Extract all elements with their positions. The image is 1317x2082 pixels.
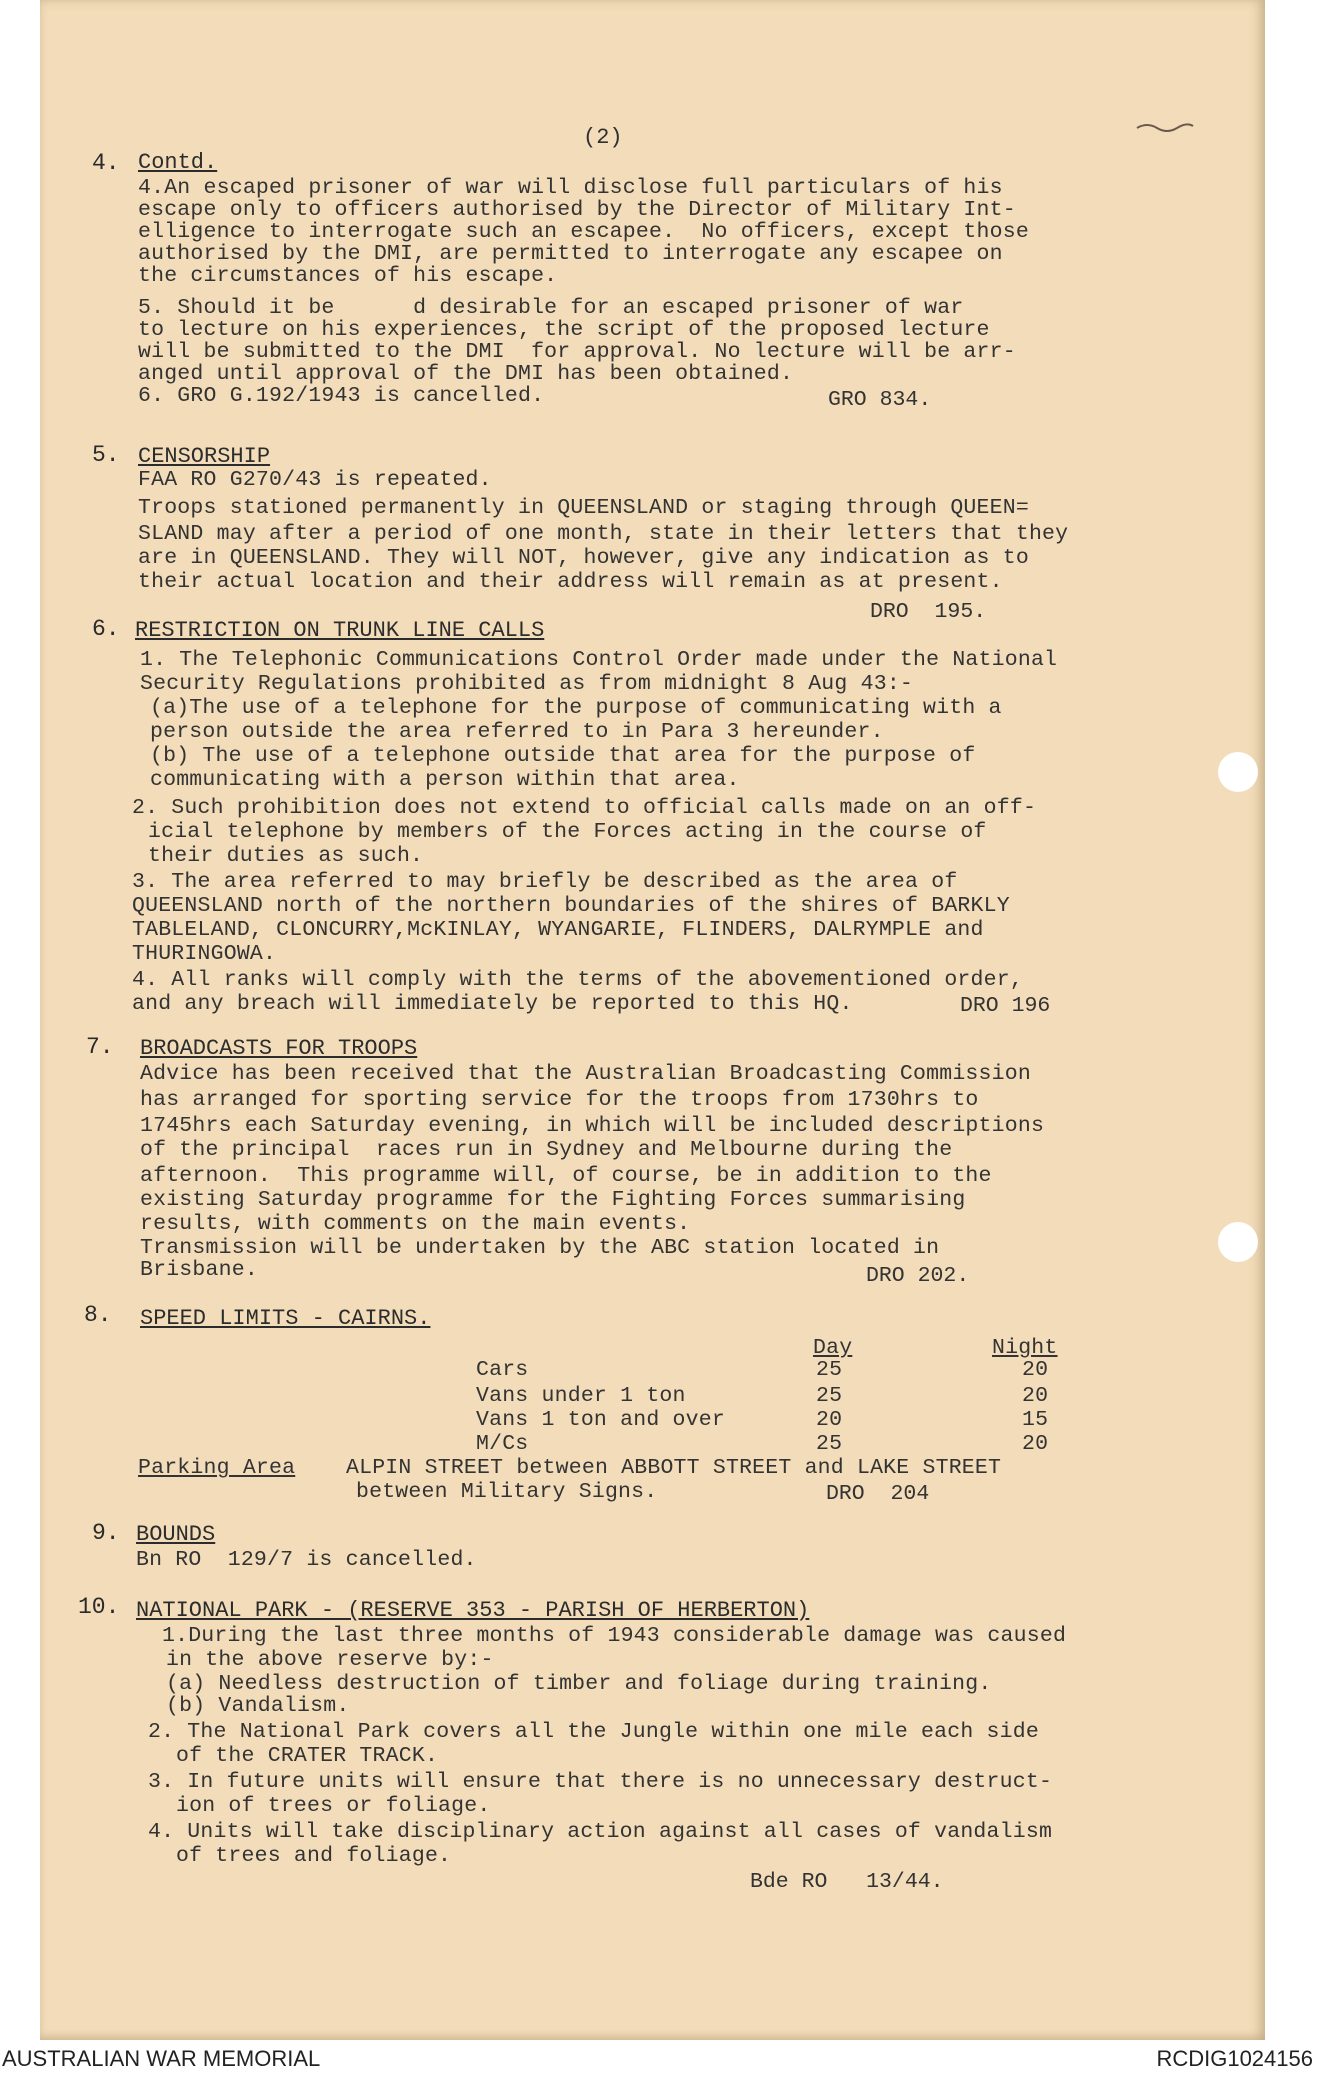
- text-line: (a)The use of a telephone for the purpose of communicating with a: [150, 696, 1002, 720]
- day-value: 25: [816, 1432, 843, 1456]
- text-line: icial telephone by members of the Forces acting in the course of: [148, 820, 987, 844]
- punch-hole-top: [1218, 752, 1258, 792]
- section-number: 5.: [92, 442, 120, 468]
- text-line: QUEENSLAND north of the northern boundaries of the shires of BARKLY: [132, 894, 1010, 918]
- section-heading: RESTRICTION ON TRUNK LINE CALLS: [135, 618, 545, 643]
- parking-area-line: ALPIN STREET between ABBOTT STREET and LAKE STREET: [346, 1456, 1002, 1480]
- text-line: in the above reserve by:-: [166, 1648, 494, 1672]
- text-line: 4. All ranks will comply with the terms of the abovementioned order,: [132, 968, 1023, 992]
- text-line: of trees and foliage.: [176, 1844, 452, 1868]
- row-label: Vans under 1 ton: [476, 1384, 686, 1408]
- section-number: 7.: [86, 1034, 114, 1060]
- text-line: their duties as such.: [148, 844, 424, 868]
- column-header-night: Night: [992, 1336, 1058, 1360]
- text-line: Bn RO 129/7 is cancelled.: [136, 1548, 477, 1572]
- day-value: 25: [816, 1358, 843, 1382]
- section-number: 10.: [78, 1594, 120, 1620]
- pen-mark: [1135, 118, 1195, 138]
- text-line: results, with comments on the main events.: [140, 1212, 691, 1236]
- text-line: 1.During the last three months of 1943 considerable damage was caused: [162, 1624, 1067, 1648]
- row-label: Vans 1 ton and over: [476, 1408, 725, 1432]
- text-line: existing Saturday programme for the Fighting Forces summarising: [140, 1188, 966, 1212]
- text-line: FAA RO G270/43 is repeated.: [138, 468, 492, 492]
- text-line: Advice has been received that the Australian Broadcasting Commission: [140, 1062, 1031, 1086]
- footer-right: RCDIG1024156: [1156, 2046, 1313, 2071]
- text-line: TABLELAND, CLONCURRY,McKINLAY, WYANGARIE, FLINDERS, DALRYMPLE and: [132, 918, 984, 942]
- text-line: 5. Should it be d desirable for an escaped prisoner of war: [138, 296, 964, 320]
- text-line: (a) Needless destruction of timber and foliage during training.: [166, 1672, 992, 1696]
- reference-code: Bde RO 13/44.: [750, 1870, 944, 1894]
- section-heading: NATIONAL PARK - (RESERVE 353 - PARISH OF HERBERTON): [136, 1598, 810, 1623]
- column-header-day: Day: [813, 1336, 853, 1360]
- text-line: has arranged for sporting service for the troops from 1730hrs to: [140, 1088, 979, 1112]
- night-value: 20: [1022, 1384, 1049, 1408]
- text-line: SLAND may after a period of one month, state in their letters that they: [138, 522, 1069, 546]
- section-heading: SPEED LIMITS - CAIRNS.: [140, 1306, 431, 1331]
- text-line: person outside the area referred to in Para 3 hereunder.: [150, 720, 884, 744]
- section-heading: CENSORSHIP: [138, 444, 271, 469]
- reference-code: DRO 196: [960, 994, 1051, 1018]
- text-line: authorised by the DMI, are permitted to interrogate any escapee on: [138, 242, 1003, 266]
- text-line: 6. GRO G.192/1943 is cancelled.: [138, 384, 545, 408]
- text-line: 2. The National Park covers all the Jungle within one mile each side: [148, 1720, 1039, 1744]
- text-line: Troops stationed permanently in QUEENSLAND or staging through QUEEN=: [138, 496, 1029, 520]
- text-line: of the CRATER TRACK.: [176, 1744, 439, 1768]
- text-line: communicating with a person within that area.: [150, 768, 740, 792]
- reference-code: DRO 195.: [870, 600, 987, 624]
- text-line: are in QUEENSLAND. They will NOT, however, give any indication as to: [138, 546, 1029, 570]
- night-value: 15: [1022, 1408, 1049, 1432]
- row-label: M/Cs: [476, 1432, 529, 1456]
- reference-code: DRO 204: [826, 1482, 930, 1506]
- text-line: and any breach will immediately be reported to this HQ.: [132, 992, 853, 1016]
- text-line: of the principal races run in Sydney and Melbourne during the: [140, 1138, 953, 1162]
- night-value: 20: [1022, 1432, 1049, 1456]
- text-line: afternoon. This programme will, of course, be in addition to the: [140, 1164, 992, 1188]
- text-line: elligence to interrogate such an escapee. No officers, except those: [138, 220, 1029, 244]
- section-number: 4.: [92, 150, 120, 176]
- day-value: 20: [816, 1408, 843, 1432]
- day-value: 25: [816, 1384, 843, 1408]
- text-line: the circumstances of his escape.: [138, 264, 558, 288]
- parking-area-line: between Military Signs.: [356, 1480, 658, 1504]
- reference-code: DRO 202.: [866, 1264, 970, 1288]
- text-line: ion of trees or foliage.: [176, 1794, 491, 1818]
- text-line: their actual location and their address will remain as at present.: [138, 570, 1003, 594]
- section-heading: BOUNDS: [136, 1522, 216, 1547]
- text-line: 1. The Telephonic Communications Control Order made under the National: [140, 648, 1058, 672]
- reference-code: GRO 834.: [828, 388, 932, 412]
- text-line: escape only to officers authorised by the Director of Military Int-: [138, 198, 1016, 222]
- section-heading: BROADCASTS FOR TROOPS: [140, 1036, 418, 1061]
- section-number: 9.: [92, 1520, 120, 1546]
- section-number: 8.: [84, 1302, 112, 1328]
- text-line: to lecture on his experiences, the script of the proposed lecture: [138, 318, 990, 342]
- text-line: 3. In future units will ensure that there is no unnecessary destruct-: [148, 1770, 1053, 1794]
- punch-hole-bottom: [1218, 1222, 1258, 1262]
- text-line: (b) Vandalism.: [166, 1694, 350, 1718]
- text-line: 4. Units will take disciplinary action against all cases of vandalism: [148, 1820, 1053, 1844]
- text-line: anged until approval of the DMI has been obtained.: [138, 362, 794, 386]
- text-line: (b) The use of a telephone outside that area for the purpose of: [150, 744, 976, 768]
- text-line: Security Regulations prohibited as from midnight 8 Aug 43:-: [140, 672, 914, 696]
- text-line: will be submitted to the DMI for approval. No lecture will be arr-: [138, 340, 1016, 364]
- night-value: 20: [1022, 1358, 1049, 1382]
- text-line: 4.An escaped prisoner of war will disclose full particulars of his: [138, 176, 1003, 200]
- section-number: 6.: [92, 616, 120, 642]
- text-line: Brisbane.: [140, 1258, 258, 1282]
- text-line: 3. The area referred to may briefly be described as the area of: [132, 870, 958, 894]
- section-heading: Contd.: [138, 150, 218, 175]
- text-line: THURINGOWA.: [132, 942, 277, 966]
- text-line: Transmission will be undertaken by the ABC station located in: [140, 1236, 940, 1260]
- text-line: 2. Such prohibition does not extend to official calls made on an off-: [132, 796, 1037, 820]
- parking-area-label: Parking Area: [138, 1456, 296, 1480]
- footer-left: AUSTRALIAN WAR MEMORIAL: [2, 2046, 321, 2071]
- row-label: Cars: [476, 1358, 529, 1382]
- page-number: (2): [583, 125, 623, 150]
- text-line: 1745hrs each Saturday evening, in which will be included descriptions: [140, 1114, 1045, 1138]
